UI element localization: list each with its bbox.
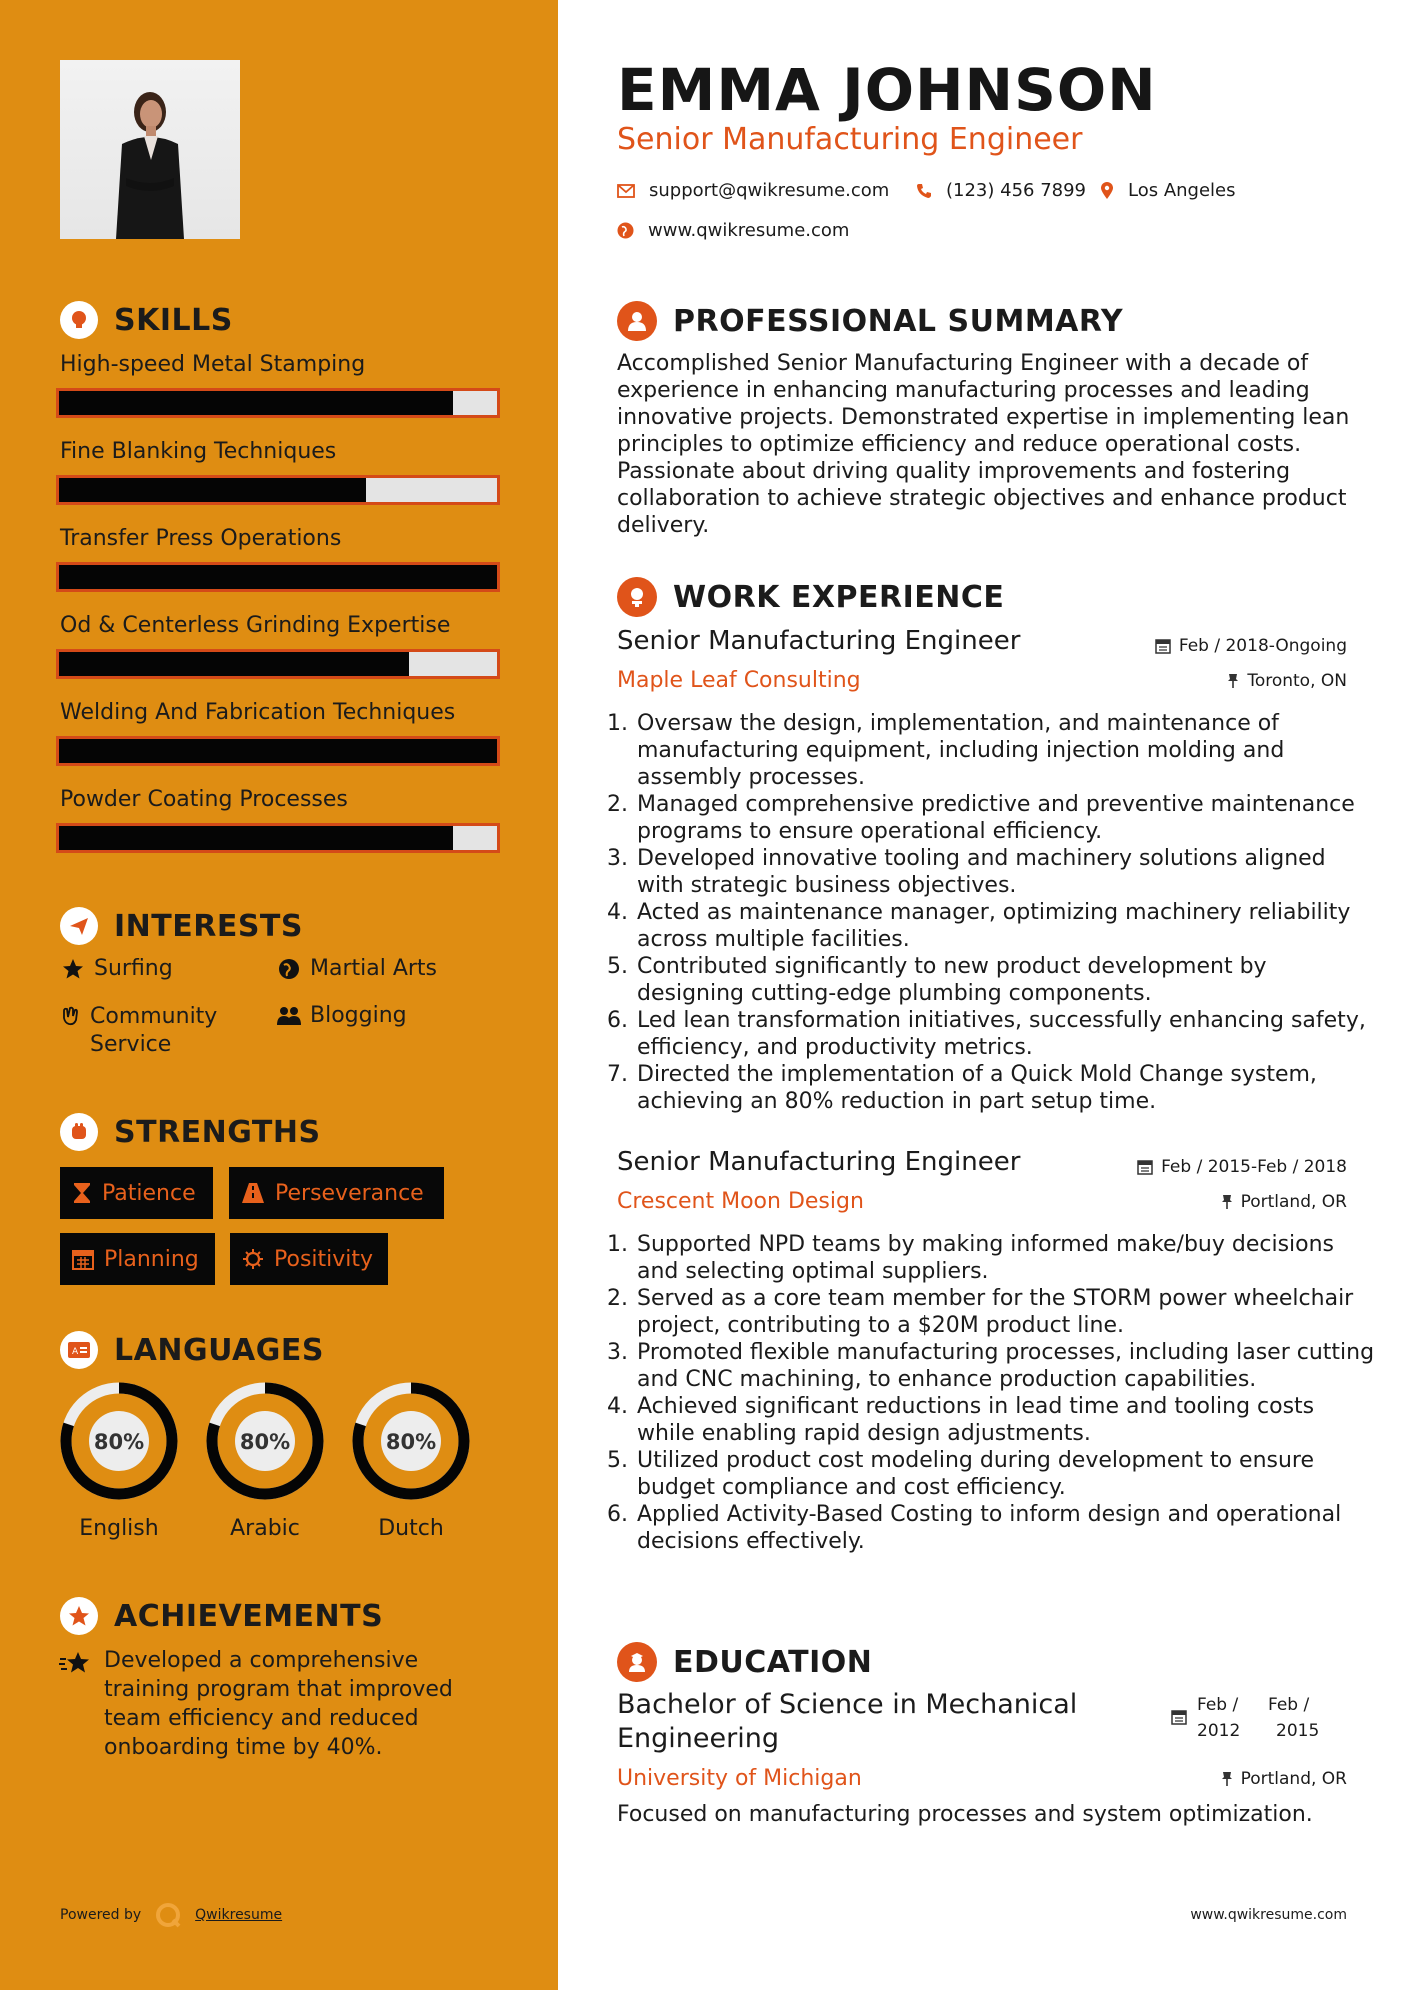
interest-item [60, 956, 173, 981]
interest-item [276, 956, 437, 981]
calendar-icon [72, 1248, 94, 1270]
skill-name: Fine Blanking Techniques [60, 439, 337, 464]
skill-bar [56, 475, 500, 505]
skill-bar [56, 649, 500, 679]
job-date [1155, 636, 1347, 656]
powered-by [60, 1902, 282, 1928]
envelope-icon [617, 184, 635, 198]
phone-icon [916, 183, 932, 199]
profile-photo [60, 60, 240, 239]
education-end-date-line: Feb / [1268, 1695, 1310, 1715]
skill-name: Powder Coating Processes [60, 787, 348, 812]
languages-heading [60, 1331, 324, 1369]
skill-bar-fill [59, 739, 497, 763]
job-date-text: Feb / 2015-Feb / 2018 [1161, 1157, 1347, 1177]
job-bullet: 4. Acted as maintenance manager, optimizing machinery reliability across multiple facilities. [635, 899, 1375, 953]
skill-name: Od & Centerless Grinding Expertise [60, 613, 451, 638]
summary-heading [617, 301, 1123, 341]
contact-website [617, 220, 849, 241]
strength-label: Positivity [274, 1246, 374, 1272]
candidate-role: Senior Manufacturing Engineer [617, 122, 1083, 157]
strengths-title: STRENGTHS [114, 1114, 321, 1150]
skill-bar-fill [59, 478, 366, 502]
language-ring [351, 1381, 471, 1501]
job-bullet: 3. Promoted flexible manufacturing processes, including laser cutting and CNC machining, to enhance production capabilities. [635, 1339, 1375, 1393]
job-bullet: 2. Managed comprehensive predictive and preventive maintenance programs to ensure operational efficiency. [635, 791, 1375, 845]
experience-heading [617, 577, 1004, 617]
sidebar [0, 0, 558, 1990]
calendar-icon [1137, 1159, 1153, 1175]
languages-title: LANGUAGES [114, 1332, 324, 1368]
achievement-text: Developed a comprehensive training program that improved team efficiency and reduced onboarding time by 40%. [104, 1648, 453, 1760]
pin-icon [1227, 673, 1239, 689]
job-bullet: 3. Developed innovative tooling and machinery solutions aligned with strategic business objectives. [635, 845, 1375, 899]
skill-bar [56, 388, 500, 418]
strength-label: Perseverance [275, 1180, 424, 1206]
education-start-date-line: Feb / [1197, 1695, 1239, 1715]
interest-item [60, 1003, 250, 1059]
education-start-date [1197, 1692, 1240, 1744]
location-text: Los Angeles [1128, 180, 1236, 201]
language-icon [60, 1331, 98, 1369]
footer-website[interactable]: www.qwikresume.com [1190, 1907, 1347, 1923]
job-title: Senior Manufacturing Engineer [617, 626, 1021, 656]
globe-icon [276, 956, 302, 980]
skill-bar-fill [59, 391, 453, 415]
degree-title: Bachelor of Science in Mechanical Engineering [617, 1689, 1078, 1754]
skill-name: High-speed Metal Stamping [60, 352, 366, 377]
contact-email [617, 180, 889, 201]
job-company: Crescent Moon Design [617, 1189, 864, 1214]
job-bullet: 4. Achieved significant reductions in lead time and tooling costs while enabling rapid design adjustments. [635, 1393, 1375, 1447]
job-bullet: 1. Supported NPD teams by making informed make/buy decisions and selecting optimal suppliers. [635, 1231, 1375, 1285]
interest-item [276, 1003, 407, 1028]
job-location [1221, 1192, 1347, 1212]
svg-text:A: A [72, 1347, 79, 1357]
language-name: Dutch [378, 1516, 444, 1541]
school-name: University of Michigan [617, 1766, 862, 1791]
job-bullet: 2. Served as a core team member for the STORM power wheelchair project, contributing to a $20M product line. [635, 1285, 1375, 1339]
job-company: Maple Leaf Consulting [617, 668, 861, 693]
map-pin-icon [1100, 182, 1114, 200]
job-bullet: 6. Applied Activity-Based Costing to inform design and operational decisions effectively. [635, 1501, 1375, 1555]
skills-title: SKILLS [114, 302, 233, 338]
language-name: English [79, 1516, 159, 1541]
star-icon [60, 956, 86, 980]
graduate-icon [617, 1642, 657, 1682]
language-ring [59, 1381, 179, 1501]
hand-icon [60, 1003, 82, 1027]
calendar-icon [1171, 1709, 1187, 1729]
summary-title: PROFESSIONAL SUMMARY [673, 303, 1124, 339]
powered-by-label: Powered by [60, 1907, 142, 1923]
job-location-text: Toronto, ON [1247, 671, 1347, 691]
job-bullets [612, 1231, 1375, 1555]
skill-bar-fill [59, 565, 497, 589]
strength-badge [60, 1233, 215, 1285]
interest-label: Martial Arts [310, 956, 438, 981]
contact-location [1100, 180, 1236, 201]
education-location-text: Portland, OR [1240, 1769, 1347, 1789]
qwikresume-link[interactable]: Qwikresume [195, 1907, 283, 1923]
calendar-icon [1155, 638, 1171, 654]
job-location [1227, 671, 1347, 691]
briefcase-icon [617, 577, 657, 617]
education-location [1221, 1769, 1347, 1789]
language-percent: 80% [239, 1430, 291, 1454]
interests-heading [60, 907, 303, 945]
job-bullet: 5. Contributed significantly to new product development by designing cutting-edge plumbing components. [635, 953, 1375, 1007]
education-description: Focused on manufacturing processes and system optimization. [617, 1802, 1313, 1827]
achievements-title: ACHIEVEMENTS [114, 1598, 384, 1634]
strengths-heading [60, 1113, 321, 1151]
skill-bar [56, 823, 500, 853]
education-heading [617, 1642, 872, 1682]
email-text[interactable]: support@qwikresume.com [649, 180, 890, 201]
education-end-date [1268, 1692, 1319, 1744]
job-date-text: Feb / 2018-Ongoing [1178, 636, 1347, 656]
award-star-icon [60, 1597, 98, 1635]
strength-badge [230, 1233, 388, 1285]
job-bullet: 7. Directed the implementation of a Quick Mold Change system, achieving an 80% reduction in part setup time. [635, 1061, 1375, 1115]
strength-label: Planning [104, 1246, 199, 1272]
users-icon [276, 1003, 302, 1027]
language-ring [205, 1381, 325, 1501]
interest-label: Community Service [90, 1004, 218, 1057]
skill-name: Transfer Press Operations [60, 526, 342, 551]
strength-label: Patience [102, 1180, 196, 1206]
globe-icon [617, 222, 634, 239]
job-title: Senior Manufacturing Engineer [617, 1147, 1021, 1177]
skill-bar-fill [59, 652, 409, 676]
fist-icon [60, 1113, 98, 1151]
skill-name: Welding And Fabrication Techniques [60, 700, 456, 725]
job-bullet: 5. Utilized product cost modeling during development to ensure budget compliance and cost efficiency. [635, 1447, 1375, 1501]
language-name: Arabic [230, 1516, 300, 1541]
pin-icon [1221, 1194, 1233, 1210]
interest-label: Blogging [310, 1003, 407, 1028]
job-bullets [612, 710, 1375, 1115]
paper-plane-icon [60, 907, 98, 945]
language-percent: 80% [93, 1430, 145, 1454]
skill-bar-fill [59, 826, 453, 850]
lightbulb-icon [60, 301, 98, 339]
contact-phone [916, 180, 1086, 201]
strength-badge [60, 1167, 213, 1219]
stars-icon [58, 1649, 92, 1679]
sun-icon [242, 1248, 264, 1270]
language-percent: 80% [385, 1430, 437, 1454]
candidate-name: EMMA JOHNSON [617, 56, 1157, 124]
experience-title: WORK EXPERIENCE [673, 579, 1005, 615]
phone-text: (123) 456 7899 [946, 180, 1087, 201]
interest-label: Surfing [94, 956, 173, 981]
summary-text: Accomplished Senior Manufacturing Engineer with a decade of experience in enhancing manufacturing processes and leading innovative projects. Demonstrated expertise in implementing lean principles to optimize efficiency and reduce operational costs. Passionate about driving quality improvements and fostering collaboration to achieve strategic objectives and enhance product delivery. [617, 351, 1350, 538]
education-end-date-line: 2015 [1276, 1721, 1320, 1741]
achievements-heading [60, 1597, 383, 1635]
skill-bar [56, 562, 500, 592]
job-bullet: 1. Oversaw the design, implementation, and maintenance of manufacturing equipment, including injection molding and assembly processes. [635, 710, 1375, 791]
job-location-text: Portland, OR [1240, 1192, 1347, 1212]
education-start-date-line: 2012 [1197, 1721, 1241, 1741]
user-icon [617, 301, 657, 341]
hourglass-icon [72, 1182, 92, 1204]
job-date [1137, 1157, 1347, 1177]
job-bullet: 6. Led lean transformation initiatives, successfully enhancing safety, efficiency, and productivity metrics. [635, 1007, 1375, 1061]
strength-badge [229, 1167, 444, 1219]
education-title: EDUCATION [673, 1644, 873, 1680]
interests-title: INTERESTS [114, 908, 303, 944]
skill-bar [56, 736, 500, 766]
pin-icon [1221, 1771, 1233, 1787]
skills-heading [60, 301, 233, 339]
road-icon [241, 1182, 265, 1204]
website-text[interactable]: www.qwikresume.com [648, 220, 850, 241]
qwikresume-logo-icon [155, 1902, 181, 1928]
